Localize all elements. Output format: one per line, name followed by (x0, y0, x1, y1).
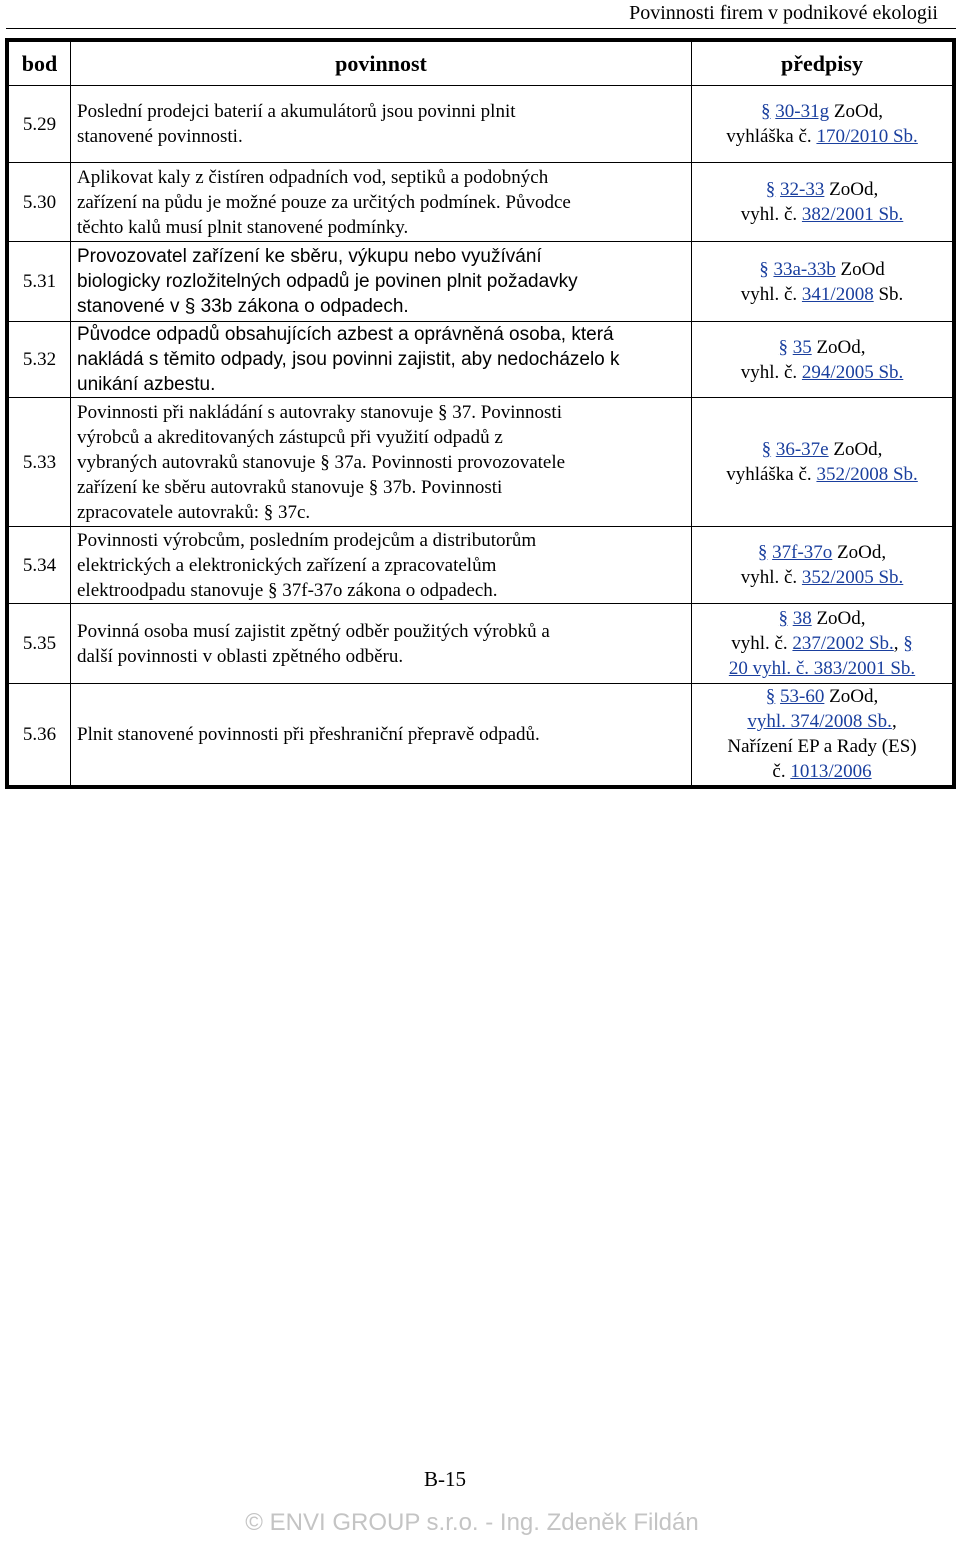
regulation-line (698, 631, 946, 656)
regulation-text: ZoOd, (829, 101, 883, 122)
obligation-line: elektroodpadu stanovuje § 37f-37o zákona o odpadech. (77, 579, 498, 601)
running-header: Povinnosti firem v podnikové ekologii (629, 2, 938, 24)
regulation-text: vyhláška č. (726, 126, 817, 147)
table-body (7, 86, 954, 787)
regulation-link[interactable]: 294/2005 Sb. (801, 361, 904, 383)
regulation-line (698, 99, 946, 124)
regulation-text: , (891, 711, 897, 733)
obligations-table (5, 38, 956, 789)
regulation-refs (692, 86, 955, 163)
regulation-text: č. (772, 761, 791, 783)
row-number: 5.35 (7, 604, 71, 684)
regulation-link[interactable]: 352/2008 Sb. (816, 464, 918, 485)
column-header-predpisy: předpisy (692, 40, 955, 86)
obligation-text (71, 604, 692, 684)
regulation-text: ZoOd, (824, 686, 879, 708)
regulation-line (698, 282, 946, 307)
regulation-refs (692, 322, 955, 398)
section-sign-link[interactable]: § (761, 439, 772, 460)
table-row (7, 684, 954, 787)
regulation-text: Nařízení EP a Rady (ES) (727, 736, 917, 758)
table-row (7, 322, 954, 398)
regulation-line (698, 565, 946, 590)
regulation-refs (692, 398, 955, 527)
obligation-line: Provozovatel zařízení ke sběru, výkupu nebo využívání (77, 246, 542, 267)
obligation-line: vybraných autovraků stanovuje § 37a. Povinnosti provozovatele (77, 451, 566, 473)
regulation-text: ZoOd, (811, 336, 866, 358)
obligation-line: stanovené v § 33b zákona o odpadech. (77, 296, 409, 317)
regulation-text: , (893, 633, 904, 654)
regulation-link[interactable]: 30-31g (775, 101, 830, 122)
obligation-line: Povinnosti výrobcům, posledním prodejcům a distributorům (77, 529, 537, 551)
regulation-text: ZoOd, (828, 439, 883, 460)
obligation-line: nakládá s těmito odpady, jsou povinni zajistit, aby nedocházelo k (77, 349, 620, 370)
obligation-line: elektrických a elektronických zařízení a zpracovatelům (77, 554, 497, 576)
regulation-link[interactable]: 237/2002 Sb. (792, 633, 894, 654)
section-sign-link[interactable]: § (778, 336, 788, 358)
section-sign-link[interactable]: § (765, 686, 776, 708)
regulation-line (698, 684, 946, 709)
table-header-row (7, 40, 954, 86)
regulation-link[interactable]: 341/2008 (801, 283, 874, 305)
row-number: 5.32 (7, 322, 71, 398)
obligation-line: Povinná osoba musí zajistit zpětný odběr použitých výrobků a (77, 620, 550, 642)
section-sign-link[interactable]: § (759, 258, 769, 280)
regulation-line (698, 734, 946, 759)
regulation-text: vyhl. č. (740, 204, 802, 225)
obligation-line: další povinnosti v oblasti zpětného odběru. (77, 645, 404, 667)
regulation-line (698, 124, 946, 149)
regulation-link[interactable]: 35 (792, 336, 812, 358)
row-number: 5.30 (7, 163, 71, 242)
section-sign-link[interactable]: § (765, 179, 776, 200)
row-number: 5.36 (7, 684, 71, 787)
regulation-refs (692, 242, 955, 322)
regulation-line (698, 335, 946, 360)
obligation-text (71, 398, 692, 527)
regulation-link[interactable]: 36-37e (775, 439, 829, 460)
section-sign-link[interactable]: § (761, 101, 771, 122)
regulation-refs (692, 527, 955, 604)
obligation-text (71, 684, 692, 787)
regulation-text: ZoOd, (824, 179, 879, 200)
column-header-povinnost: povinnost (71, 40, 692, 86)
column-header-bod: bod (7, 40, 71, 86)
regulation-line (698, 656, 946, 681)
regulation-text: ZoOd (835, 258, 885, 280)
regulation-text: vyhl. č. (740, 361, 802, 383)
obligation-line: zařízení na půdu je možné pouze za určitých podmínek. Původce (77, 191, 571, 213)
regulation-link[interactable]: 53-60 (780, 686, 825, 708)
obligation-line: unikání azbestu. (77, 374, 216, 395)
obligation-text (71, 527, 692, 604)
regulation-text: ZoOd, (811, 608, 866, 629)
row-number: 5.33 (7, 398, 71, 527)
regulation-link[interactable]: 170/2010 Sb. (816, 126, 918, 147)
regulation-line (698, 462, 946, 487)
regulation-refs (692, 163, 955, 242)
obligation-line: stanovené povinnosti. (77, 126, 243, 147)
section-sign-link[interactable]: § (903, 633, 913, 654)
regulation-link[interactable]: 382/2001 Sb. (801, 204, 904, 225)
regulation-link[interactable]: 352/2005 Sb. (801, 567, 904, 588)
regulation-link[interactable]: 20 vyhl. č. 383/2001 Sb. (728, 658, 916, 679)
regulation-line (698, 360, 946, 385)
regulation-line (698, 437, 946, 462)
regulation-text: Sb. (873, 283, 904, 305)
regulation-link[interactable]: 32-33 (780, 179, 825, 200)
obligation-line: těchto kalů musí plnit stanovené podmínky. (77, 216, 409, 238)
obligation-line: Aplikovat kaly z čistíren odpadních vod, septiků a podobných (77, 166, 549, 188)
regulation-text: ZoOd, (832, 542, 887, 563)
regulation-line (698, 177, 946, 202)
regulation-text: vyhl. č. (731, 633, 793, 654)
table-row (7, 398, 954, 527)
table-row (7, 527, 954, 604)
section-sign-link[interactable]: § (778, 608, 788, 629)
row-number: 5.34 (7, 527, 71, 604)
row-number: 5.31 (7, 242, 71, 322)
obligation-line: zpracovatele autovraků: § 37c. (77, 501, 311, 523)
table-row (7, 163, 954, 242)
regulation-link[interactable]: 1013/2006 (790, 761, 872, 783)
regulation-line (698, 759, 946, 784)
obligation-text (71, 163, 692, 242)
regulation-refs (692, 604, 955, 684)
regulation-line (698, 257, 946, 282)
obligation-text (71, 86, 692, 163)
regulation-text: vyhl. č. (740, 567, 802, 588)
obligation-line: Povinnosti při nakládání s autovraky stanovuje § 37. Povinnosti (77, 401, 562, 423)
regulation-link[interactable]: 38 (792, 608, 812, 629)
obligation-line: Poslední prodejci baterií a akumulátorů jsou povinni plnit (77, 101, 516, 122)
obligation-text (71, 242, 692, 322)
regulation-text: vyhl. č. (740, 283, 802, 305)
section-sign-link[interactable]: § (757, 542, 768, 563)
regulation-link[interactable]: 33a-33b (773, 258, 836, 280)
regulation-text: vyhláška č. (726, 464, 817, 485)
obligation-line: Původce odpadů obsahujících azbest a oprávněná osoba, která (77, 324, 614, 345)
footer-credit: © ENVI GROUP s.r.o. - Ing. Zdeněk Fildán (245, 1509, 699, 1536)
table-row (7, 242, 954, 322)
obligation-text (71, 322, 692, 398)
regulation-line (698, 606, 946, 631)
obligation-line: Plnit stanovené povinnosti při přeshraniční přepravě odpadů. (77, 723, 540, 745)
regulation-line (698, 202, 946, 227)
regulation-refs (692, 684, 955, 787)
regulation-link[interactable]: vyhl. 374/2008 Sb. (747, 711, 892, 733)
table-row (7, 86, 954, 163)
obligation-line: biologicky rozložitelných odpadů je povinen plnit požadavky (77, 271, 578, 292)
regulation-line (698, 709, 946, 734)
page-number: B-15 (424, 1467, 466, 1491)
table-head (7, 40, 954, 86)
obligation-line: výrobců a akreditovaných zástupců při využití odpadů z (77, 426, 503, 448)
regulation-link[interactable]: 37f-37o (772, 542, 833, 563)
regulation-line (698, 540, 946, 565)
row-number: 5.29 (7, 86, 71, 163)
obligation-line: zařízení ke sběru autovraků stanovuje § 37b. Povinnosti (77, 476, 503, 498)
header-rule (6, 28, 956, 29)
table-row (7, 604, 954, 684)
